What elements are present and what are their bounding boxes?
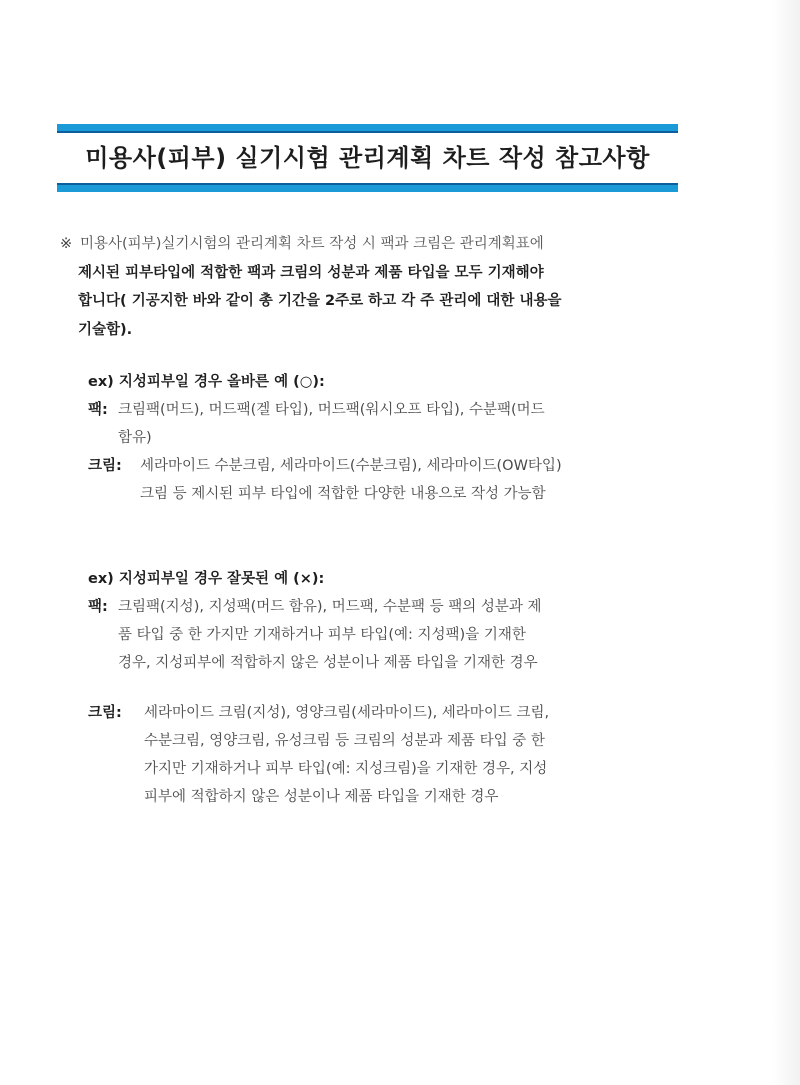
cream-label: 크림: [88,705,122,721]
entry-line: 세라마이드 크림(지성), 영양크림(세라마이드), 세라마이드 크림, [144,705,550,721]
correct-example-section [88,368,688,508]
entry-line: 함유) [118,430,152,446]
note-line: 제시된 피부타입에 적합한 팩과 크림의 성분과 제품 타입을 모두 기재해야 [78,264,544,281]
note-line: 미용사(피부)실기시험의 관리계획 차트 작성 시 팩과 크림은 관리계획표에 [80,236,544,252]
entry-line: 피부에 적합하지 않은 성분이나 제품 타입을 기재한 경우 [144,789,499,805]
pack-label: 팩: [88,402,108,418]
note-line: 합니다( 기공지한 바와 같이 총 기간을 2주로 하고 각 주 관리에 대한 내용을 [78,293,562,309]
wrong-pack-entry [88,593,688,677]
wrong-example-heading: ex) 지성피부일 경우 잘못된 예 (×): [88,571,325,587]
correct-example-heading: ex) 지성피부일 경우 올바른 예 (○): [88,374,325,390]
wrong-example-section [88,565,688,811]
cream-label: 크림: [88,458,122,474]
page-title: 미용사(피부) 실기시험 관리계획 차트 작성 참고사항 [85,144,650,172]
entry-line: 품 타입 중 한 가지만 기재하거나 피부 타입(예: 지성팩)을 기재한 [118,627,526,643]
entry-line: 수분크림, 영양크림, 유성크림 등 크림의 성분과 제품 타입 중 한 [144,733,545,749]
correct-cream-entry [88,452,688,508]
entry-line: 크림팩(머드), 머드팩(겔 타입), 머드팩(워시오프 타입), 수분팩(머드 [118,402,545,418]
note-line: 기술함). [78,321,133,338]
correct-pack-entry [88,396,688,452]
entry-line: 크림 등 제시된 피부 타입에 적합한 다양한 내용으로 작성 가능함 [140,486,546,502]
pack-label: 팩: [88,599,108,615]
entry-line: 가지만 기재하거나 피부 타입(예: 지성크림)을 기재한 경우, 지성 [144,761,548,777]
entry-line: 세라마이드 수분크림, 세라마이드(수분크림), 세라마이드(OW타입) [140,458,562,474]
reference-mark: ※ [60,236,73,252]
title-block [57,124,678,192]
title-rule-top [57,124,678,133]
wrong-cream-entry [88,699,688,811]
instruction-note [60,230,680,344]
entry-line: 경우, 지성피부에 적합하지 않은 성분이나 제품 타입을 기재한 경우 [118,655,538,671]
entry-line: 크림팩(지성), 지성팩(머드 함유), 머드팩, 수분팩 등 팩의 성분과 제 [118,599,542,615]
page-edge-shadow [772,0,800,1085]
title-rule-bottom [57,183,678,192]
